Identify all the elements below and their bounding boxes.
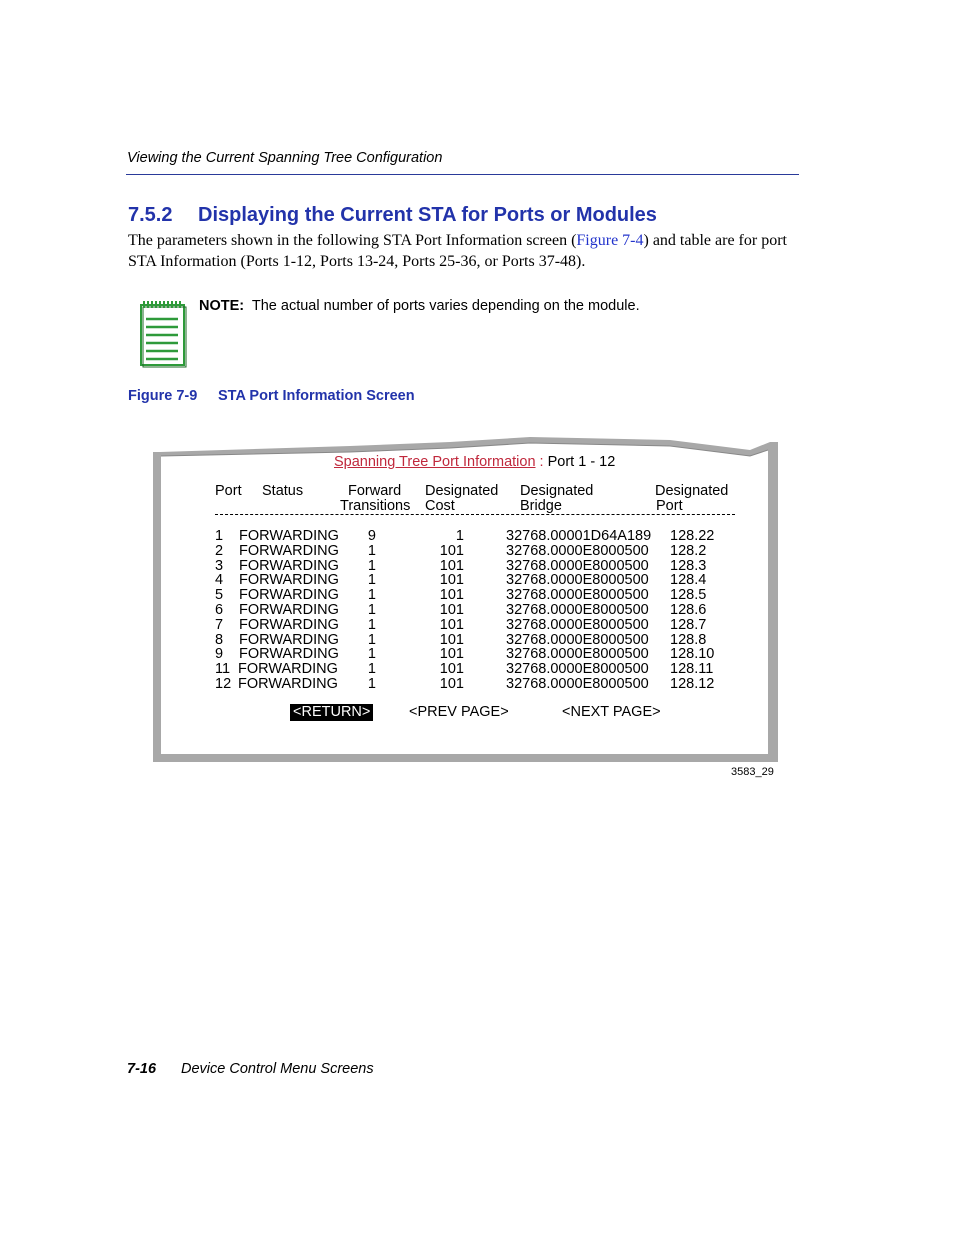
figure-number: Figure 7-9: [128, 388, 198, 404]
screen-title-range: Port 1 - 12: [547, 454, 616, 470]
cell-status: FORWARDING: [239, 587, 339, 604]
cell-cost: 101: [439, 542, 464, 559]
note-label: NOTE:: [199, 298, 245, 314]
cell-bridge: 32768.0000E8000500: [506, 572, 649, 589]
figure-title: STA Port Information Screen: [218, 388, 415, 404]
cell-dport: 128.3: [670, 557, 707, 574]
cell-port: 11: [215, 661, 231, 678]
cell-cost: 101: [439, 602, 464, 618]
cell-transitions: 1: [367, 542, 376, 559]
cell-status: FORWARDING: [239, 557, 339, 574]
cell-bridge: 32768.0000E8000500: [506, 616, 649, 633]
body-paragraph: [128, 230, 803, 272]
page-number: 7-16: [127, 1061, 157, 1077]
cell-bridge: 32768.0000E8000500: [506, 676, 649, 692]
cell-cost: 101: [439, 572, 464, 589]
cell-status: FORWARDING: [238, 676, 338, 692]
cell-transitions: 1: [367, 602, 376, 618]
figure-link[interactable]: Figure 7-4: [576, 232, 644, 249]
cell-dport: 128.22: [670, 528, 715, 544]
cell-status: FORWARDING: [239, 528, 339, 544]
col-header-port: Port: [215, 483, 242, 499]
cell-dport: 128.11: [670, 661, 714, 678]
cell-bridge: 32768.0000E8000500: [506, 557, 649, 574]
cell-cost: 101: [439, 676, 464, 692]
section-title: Displaying the Current STA for Ports or Modules: [198, 204, 657, 226]
cell-cost: 101: [439, 616, 464, 633]
cell-port: 8: [215, 631, 224, 648]
cell-cost: 101: [439, 661, 464, 678]
cell-status: FORWARDING: [239, 616, 339, 633]
notepad-icon: [138, 299, 188, 369]
header-separator: [215, 514, 735, 515]
cell-dport: 128.2: [670, 542, 707, 559]
cell-bridge: 32768.0000E8000500: [506, 661, 649, 678]
cell-transitions: 1: [367, 676, 376, 692]
cell-port: 5: [215, 587, 224, 604]
cell-transitions: 1: [367, 557, 376, 574]
cell-status: FORWARDING: [238, 661, 338, 678]
cell-transitions: 1: [367, 646, 376, 663]
cell-transitions: 1: [367, 587, 376, 604]
cell-transitions: 1: [367, 661, 376, 678]
cell-status: FORWARDING: [239, 542, 339, 559]
cell-port: 9: [215, 646, 224, 663]
note-text: The actual number of ports varies depending on the module.: [251, 298, 640, 314]
figure-caption: [128, 388, 415, 404]
cell-port: 12: [215, 676, 232, 692]
col-header-designated-cost: Designated: [425, 483, 499, 499]
return-button[interactable]: <RETURN>: [290, 704, 373, 721]
col-header-transitions: Transitions: [340, 498, 411, 514]
cell-cost: 101: [439, 646, 464, 663]
cell-dport: 128.12: [670, 676, 715, 692]
section-number: 7.5.2: [128, 204, 173, 226]
cell-port: 2: [215, 542, 224, 559]
cell-dport: 128.8: [670, 631, 707, 648]
cell-bridge: 32768.0000E8000500: [506, 631, 649, 648]
note: [199, 298, 640, 314]
figure-id: 3583_29: [731, 766, 774, 778]
cell-dport: 128.7: [670, 616, 707, 633]
body-text-start: The parameters shown in the following STA Port Information screen (: [128, 232, 577, 249]
cell-bridge: 32768.0000E8000500: [506, 646, 649, 663]
cell-port: 3: [215, 557, 224, 574]
cell-dport: 128.10: [670, 646, 715, 663]
cell-dport: 128.5: [670, 587, 707, 604]
cell-cost: 1: [455, 528, 464, 544]
cell-dport: 128.6: [670, 602, 707, 618]
col-header-designated-port: Designated: [655, 483, 729, 499]
cell-transitions: 1: [367, 572, 376, 589]
cell-transitions: 9: [367, 528, 376, 544]
cell-status: FORWARDING: [239, 602, 339, 618]
cell-transitions: 1: [367, 631, 376, 648]
screen-title-separator: :: [535, 454, 548, 470]
cell-transitions: 1: [367, 616, 376, 633]
cell-bridge: 32768.0000E8000500: [506, 542, 649, 559]
col-header-dport: Port: [656, 498, 683, 514]
footer: [127, 1061, 374, 1077]
cell-port: 7: [215, 616, 224, 633]
prev-page-button[interactable]: <PREV PAGE>: [409, 704, 509, 720]
col-header-designated-bridge: Designated: [520, 483, 594, 499]
cell-port: 6: [215, 602, 224, 618]
col-header-bridge: Bridge: [520, 498, 562, 514]
header-rule: [126, 174, 799, 175]
col-header-forward: Forward: [348, 483, 402, 499]
cell-status: FORWARDING: [239, 631, 339, 648]
cell-bridge: 32768.0000E8000500: [506, 602, 649, 618]
running-head: Viewing the Current Spanning Tree Configuration: [127, 150, 443, 166]
cell-bridge: 32768.0000E8000500: [506, 587, 649, 604]
screen-title: [334, 455, 615, 470]
cell-dport: 128.4: [670, 572, 707, 589]
sta-port-info-screen: [160, 448, 770, 754]
screen-title-link[interactable]: Spanning Tree Port Information: [334, 454, 536, 470]
col-header-status: Status: [262, 483, 304, 499]
cell-port: 4: [215, 572, 224, 589]
cell-cost: 101: [439, 557, 464, 574]
col-header-cost: Cost: [425, 498, 455, 514]
cell-port: 1: [215, 528, 224, 544]
next-page-button[interactable]: <NEXT PAGE>: [562, 704, 661, 720]
cell-cost: 101: [439, 587, 464, 604]
cell-status: FORWARDING: [239, 646, 339, 663]
section-heading: [128, 204, 657, 227]
cell-cost: 101: [439, 631, 464, 648]
body-text-end: ) and table are for port STA Information (Ports 1-12, Ports 13-24, Ports 25-36, or Ports 37-48).: [128, 232, 787, 270]
cell-bridge: 32768.00001D64A189: [506, 528, 652, 544]
cell-status: FORWARDING: [239, 572, 339, 589]
footer-title: Device Control Menu Screens: [181, 1061, 374, 1077]
